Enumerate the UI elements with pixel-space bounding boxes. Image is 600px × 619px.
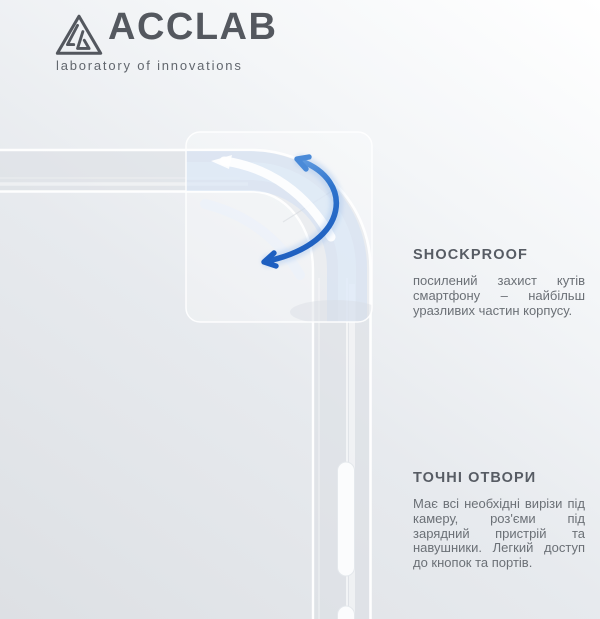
corner-zoom-panel bbox=[186, 132, 372, 322]
feature-description: Має всі необхідні вирізи під камеру, роз'єми під зарядний пристрій та навушники. Легкий доступ до кнопок та портів. bbox=[413, 496, 585, 571]
brand-tagline: laboratory of innovations bbox=[56, 58, 243, 73]
feature-title: ТОЧНІ ОТВОРИ bbox=[413, 470, 537, 486]
feature-title: SHOCKPROOF bbox=[413, 247, 528, 263]
side-button bbox=[338, 606, 355, 619]
acclab-triangle-logo-icon bbox=[54, 12, 104, 58]
feature-shockproof bbox=[413, 247, 585, 318]
side-button bbox=[338, 462, 355, 576]
brand-logo bbox=[54, 6, 314, 80]
brand-name: ACCLAB bbox=[108, 6, 278, 48]
feature-description: посилений захист кутів смартфону – найбільш уразливих частин корпусу. bbox=[413, 273, 585, 318]
feature-precise-cutouts bbox=[413, 470, 585, 571]
